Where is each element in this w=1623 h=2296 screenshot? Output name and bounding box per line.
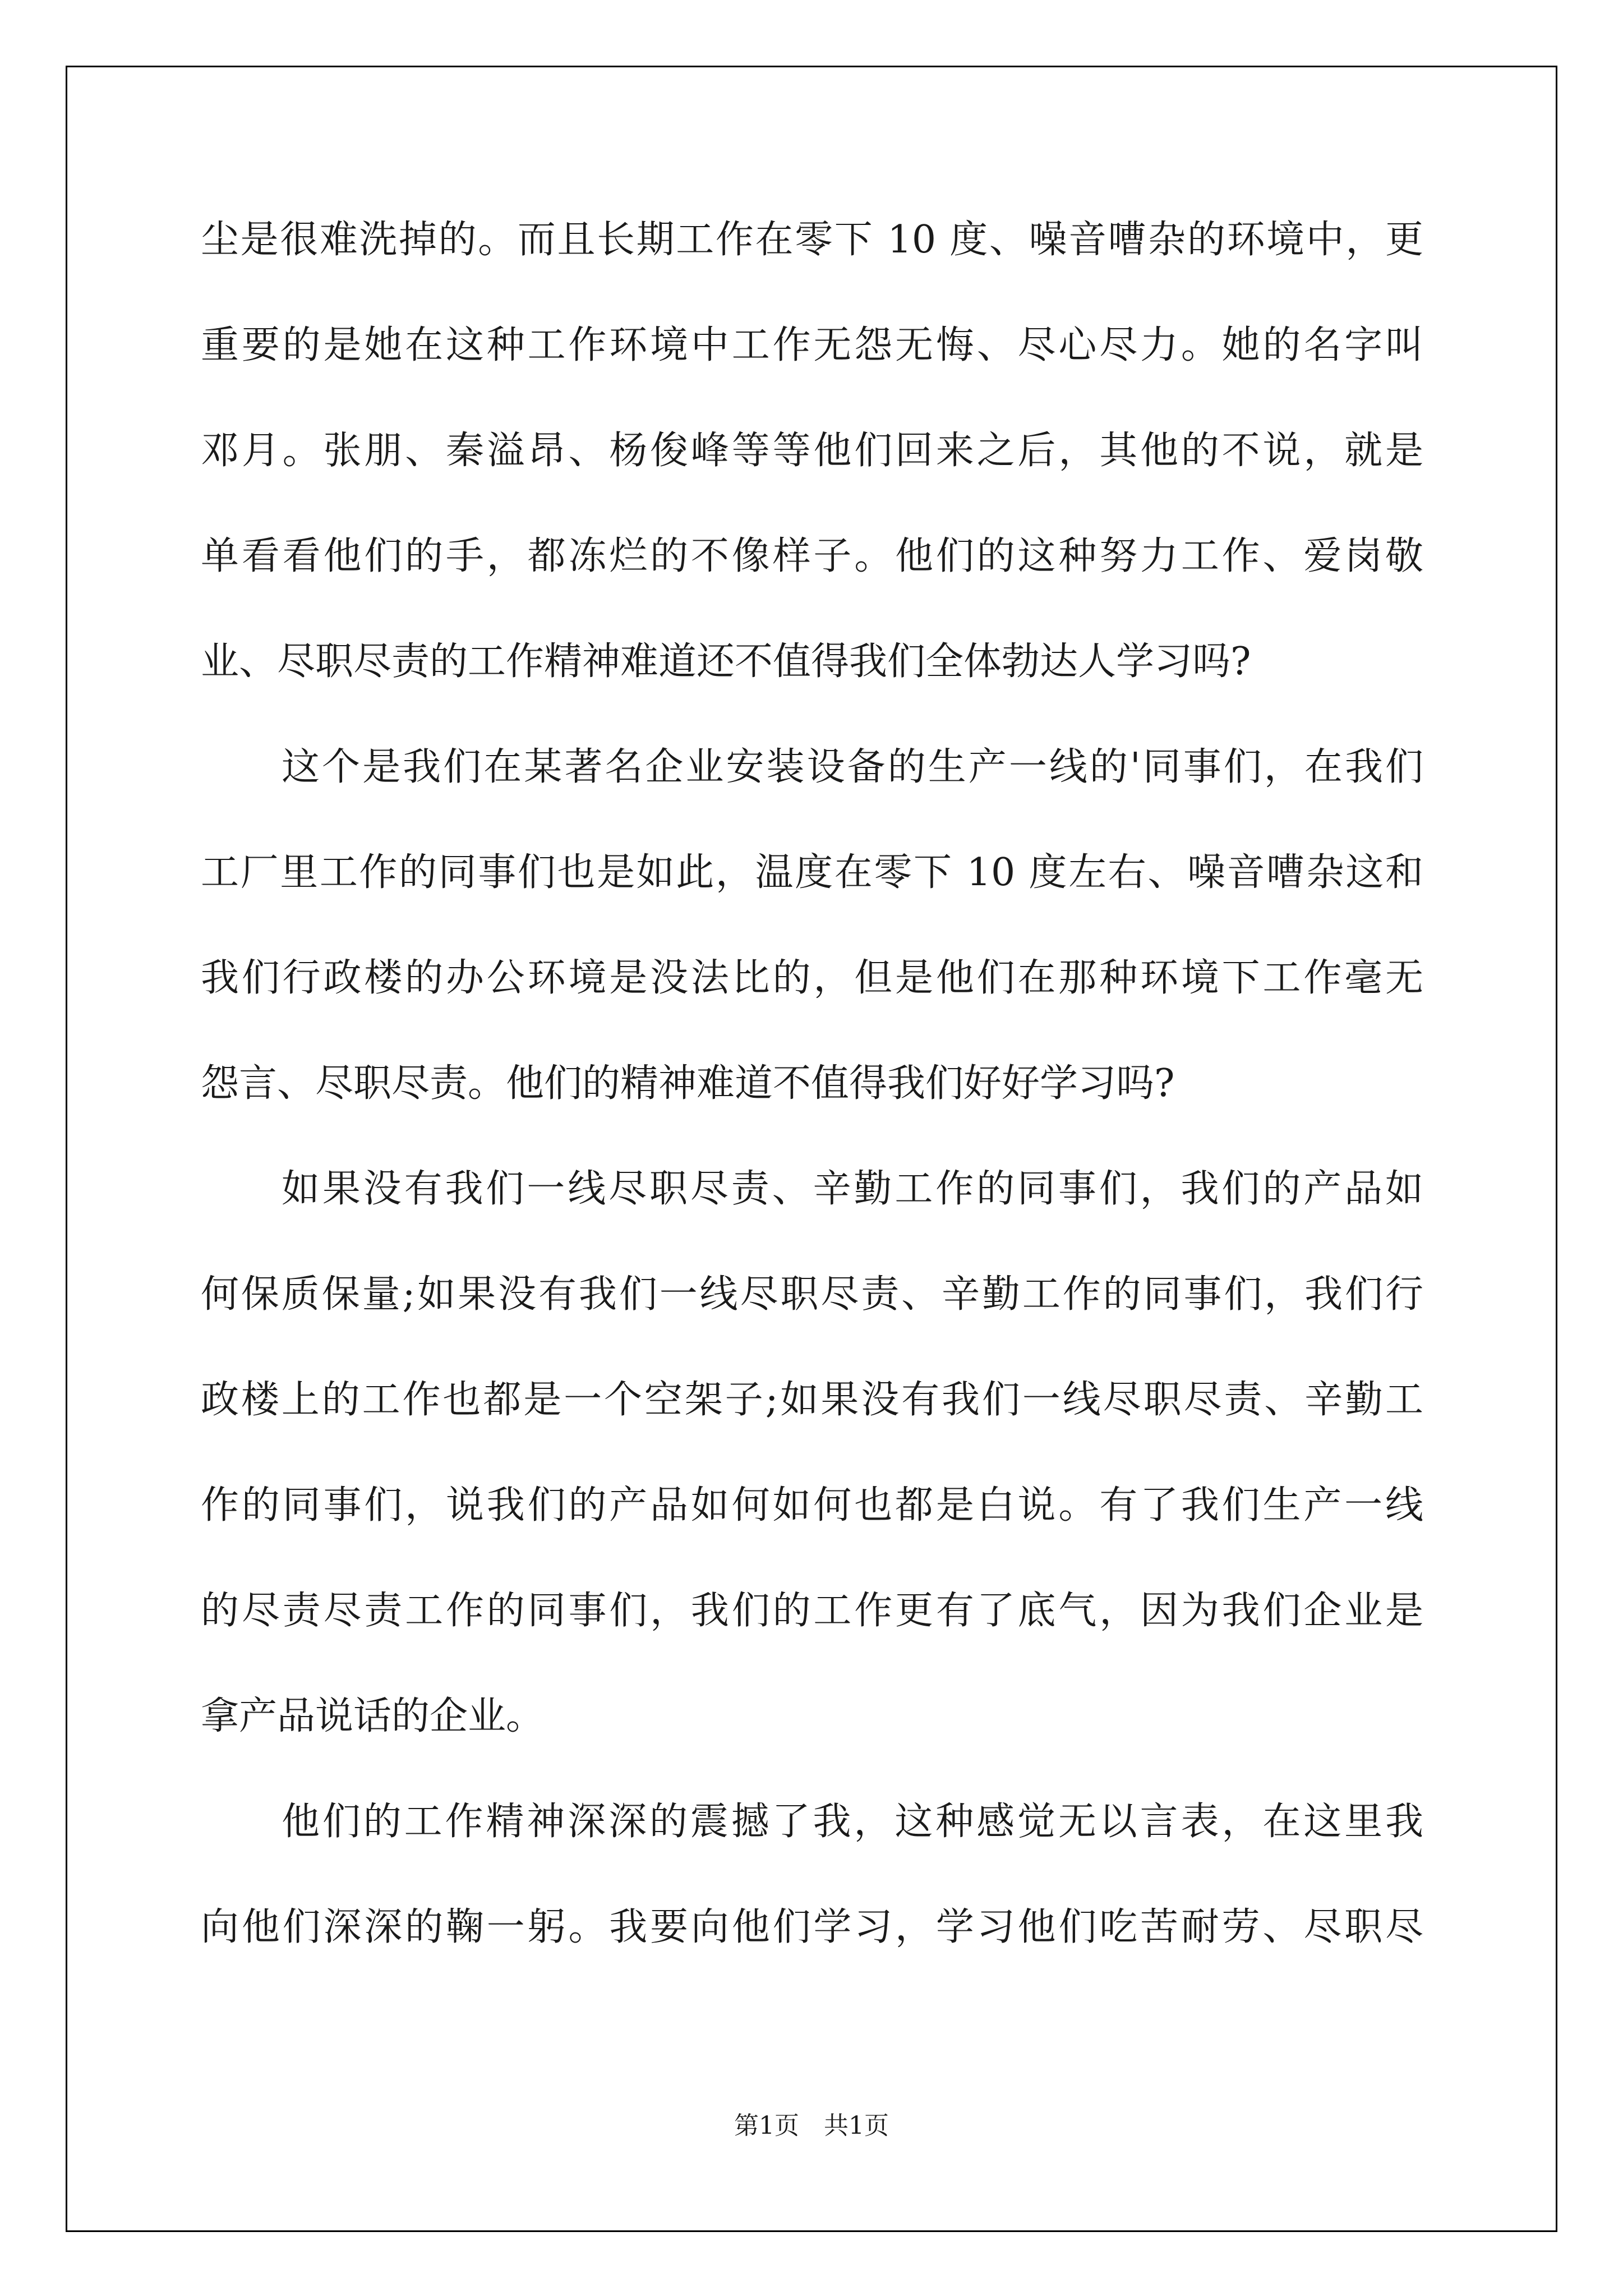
text-line: 重要的是她在这种工作环境中工作无怨无悔、尽心尽力。她的名字叫 <box>201 323 1423 367</box>
text-line: 尘是很难洗掉的。而且长期工作在零下 10 度、噪音嘈杂的环境中，更 <box>201 218 1423 262</box>
text-line: 工厂里工作的同事们也是如此，温度在零下 10 度左右、噪音嘈杂这和 <box>201 850 1423 895</box>
text-line: 政楼上的工作也都是一个空架子;如果没有我们一线尽职尽责、辛勤工 <box>201 1378 1423 1422</box>
text-line: 拿产品说话的企业。 <box>201 1694 545 1738</box>
text-line: 单看看他们的手，都冻烂的不像样子。他们的这种努力工作、爱岗敬 <box>201 534 1423 578</box>
text-line: 这个是我们在某著名企业安装设备的生产一线的'同事们，在我们 <box>282 745 1423 789</box>
text-line: 如果没有我们一线尽职尽责、辛勤工作的同事们，我们的产品如 <box>282 1167 1423 1211</box>
text-line: 邓月。张朋、秦溢昂、杨俊峰等等他们回来之后，其他的不说，就是 <box>201 429 1423 473</box>
text-line: 他们的工作精神深深的震撼了我，这种感觉无以言表，在这里我 <box>282 1800 1423 1844</box>
text-line: 向他们深深的鞠一躬。我要向他们学习，学习他们吃苦耐劳、尽职尽 <box>201 1905 1423 1949</box>
text-line: 的尽责尽责工作的同事们，我们的工作更有了底气，因为我们企业是 <box>201 1589 1423 1633</box>
document-body <box>201 215 1423 2008</box>
text-line: 何保质保量;如果没有我们一线尽职尽责、辛勤工作的同事们，我们行 <box>201 1272 1423 1317</box>
text-line: 业、尽职尽责的工作精神难道还不值得我们全体勃达人学习吗? <box>201 639 1251 684</box>
text-line: 作的同事们，说我们的产品如何如何也都是白说。有了我们生产一线 <box>201 1483 1423 1527</box>
page-footer <box>0 2111 1623 2141</box>
page-number-current: 第1页 <box>734 2111 799 2140</box>
page-number-total: 共1页 <box>824 2111 889 2140</box>
text-line: 怨言、尽职尽责。他们的精神难道不值得我们好好学习吗? <box>201 1061 1175 1106</box>
text-line: 我们行政楼的办公环境是没法比的，但是他们在那种环境下工作毫无 <box>201 956 1423 1000</box>
